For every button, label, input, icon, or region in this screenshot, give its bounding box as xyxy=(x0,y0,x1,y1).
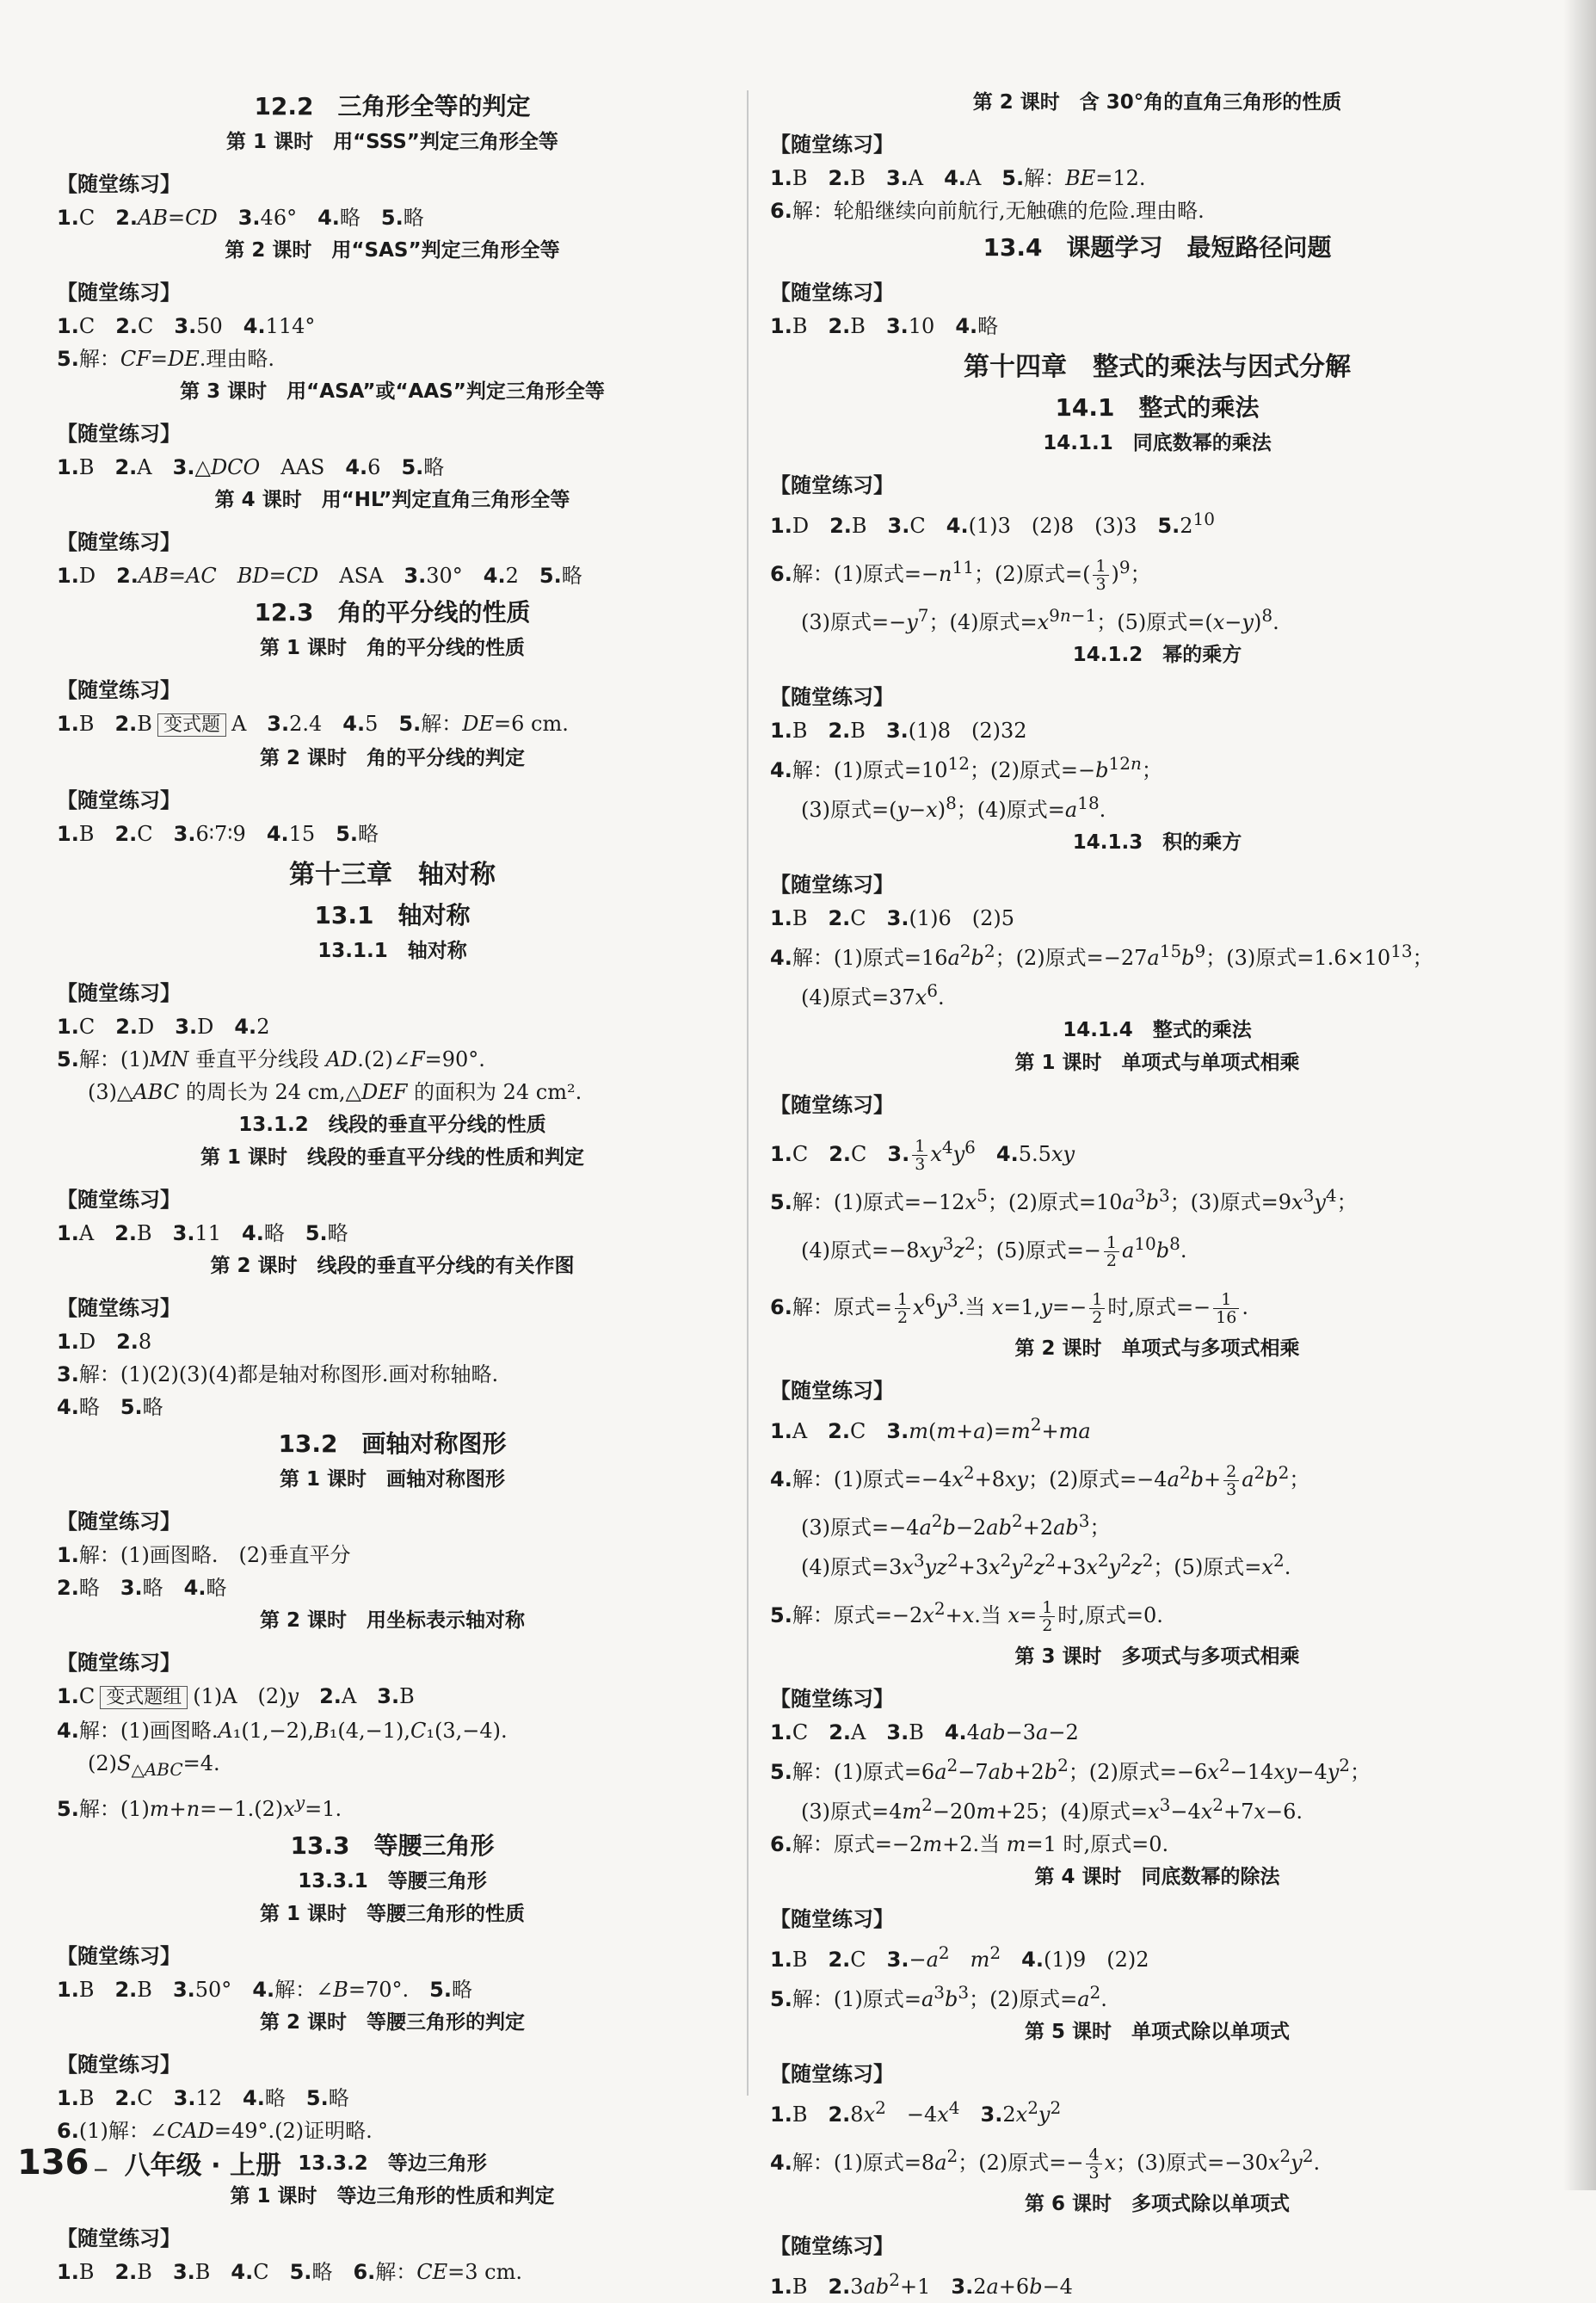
grade-label: 八年级 · 上册 xyxy=(124,2151,281,2181)
answer-line: 1.B 2.B 3.A 4.A 5.解：BE=12. xyxy=(770,166,1146,190)
lesson-title: 第 2 课时 用“SAS”判定三角形全等 xyxy=(225,239,560,262)
page-footer xyxy=(17,2143,281,2183)
column-divider xyxy=(747,90,749,2096)
answer-line: 4.解：(1)原式$=-4x^2+8xy$；(2)原式$=-4a^2b+$ $\frac{2}{3}$ $a^2b^2$； xyxy=(770,1462,1310,1499)
answer-line: 3.解：(1)(2)(3)(4)都是轴对称图形.画对称轴略. xyxy=(57,1362,499,1386)
lesson-title: 第 1 课时 等边三角形的性质和判定 xyxy=(230,2184,555,2207)
answer-line: 1.B $2.3ab^2+1$ 3.2a+6b−4 xyxy=(770,2269,1073,2299)
answer-line: 1.解：(1)画图略. (2)垂直平分 xyxy=(57,1543,351,1567)
answer-line: 1.B 2.C $3.-a^2$ $m^2$ 4.(1)9 (2)2 xyxy=(770,1942,1149,1972)
answer-line: 1.D 2.8 xyxy=(57,1330,152,1354)
lesson-title: 第 2 课时 等腰三角形的判定 xyxy=(259,2010,526,2034)
answer-line: 5.解：$(1)m+n=-1.(2)x^y=1$. xyxy=(57,1791,342,1821)
answer-line: 5.解：(1)MN 垂直平分线段 AD.(2)∠F=90°. xyxy=(57,1047,485,1071)
fraction: $\frac{1}{16}$ xyxy=(1213,1291,1239,1326)
lesson-title: 13.3.2 等边三角形 xyxy=(298,2152,487,2175)
answer-line: 1.C 2.D 3.D 4.2 xyxy=(57,1015,270,1039)
answer-line: 1.B 2.B 3.B 4.C 5.略 6.解：CE=3 cm. xyxy=(57,2259,522,2284)
footer-dash: — xyxy=(94,2161,113,2177)
section-heading: 13.4 课题学习 最短路径问题 xyxy=(983,233,1332,262)
practice-label: 【随堂练习】 xyxy=(770,473,894,497)
practice-label: 【随堂练习】 xyxy=(57,172,181,196)
practice-label: 【随堂练习】 xyxy=(57,2052,181,2077)
answer-line: (3)△ABC 的周长为 24 cm,△DEF 的面积为 24 cm². xyxy=(88,1080,582,1104)
answer-line: 1.B $2.8x^2$ $-4x^4$ $3.2x^2y^2$ xyxy=(770,2097,1062,2127)
answer-line: 1.B 2.C 3.(1)6 (2)5 xyxy=(770,906,1015,930)
answer-line: (3)原式$=4m^2-20m+25$；(4)原式$=x^3-4x^2+7x-6$. xyxy=(801,1794,1303,1824)
variant-tag: 变式题组 xyxy=(100,1686,188,1709)
practice-label: 【随堂练习】 xyxy=(57,1943,181,1968)
practice-label: 【随堂练习】 xyxy=(57,678,181,702)
practice-label: 【随堂练习】 xyxy=(770,281,894,305)
lesson-title: 第 4 课时 同底数幂的除法 xyxy=(1034,1866,1280,1888)
lesson-title: 第 2 课时 角的平分线的判定 xyxy=(259,747,526,769)
practice-label: 【随堂练习】 xyxy=(770,133,894,157)
page-edge-shadow xyxy=(1563,0,1596,2190)
fraction: $\frac{1}{2}$ xyxy=(1104,1234,1119,1269)
section-heading: 12.3 角的平分线的性质 xyxy=(254,598,531,627)
fraction: $\frac{1}{2}$ xyxy=(1039,1599,1055,1634)
lesson-title: 第 1 课时 角的平分线的性质 xyxy=(259,637,526,659)
practice-label: 【随堂练习】 xyxy=(57,281,181,305)
practice-label: 【随堂练习】 xyxy=(770,2234,894,2258)
practice-label: 【随堂练习】 xyxy=(770,1907,894,1931)
lesson-title: 第 3 课时 多项式与多项式相乘 xyxy=(1014,1645,1300,1668)
answer-line: 6.解：原式=−2m+2.当 m=1 时,原式=0. xyxy=(770,1832,1169,1856)
lesson-title: 第 2 课时 用坐标表示轴对称 xyxy=(259,1609,526,1632)
answer-line: 4.解：(1)原式$=10^{12}$；(2)原式$=-b^{12n}$； xyxy=(770,753,1162,782)
practice-label: 【随堂练习】 xyxy=(57,981,181,1005)
lesson-title: 第 2 课时 线段的垂直平分线的有关作图 xyxy=(210,1255,575,1277)
lesson-title: 14.1.4 整式的乘法 xyxy=(1063,1019,1252,1041)
lesson-title: 第 5 课时 单项式除以单项式 xyxy=(1024,2021,1291,2043)
fraction: $\frac{1}{3}$ xyxy=(1093,558,1108,593)
answer-line: 1.B 2.C 3.6∶7∶9 4.15 5.略 xyxy=(57,822,379,846)
answer-line: 6.解：轮船继续向前航行,无触礁的危险.理由略. xyxy=(770,199,1205,223)
answer-line: 5.解：(1)原式$=6a^2-7ab+2b^2$；(2)原式$=-6x^2-14xy-4y^2$； xyxy=(770,1755,1371,1784)
practice-label: 【随堂练习】 xyxy=(57,1651,181,1675)
answer-line: 1.C 变式题组 (1)A (2)y 2.A 3.B xyxy=(57,1684,415,1708)
page-number: 136 xyxy=(17,2143,89,2183)
answer-line: 1.B 2.C 3.12 4.略 5.略 xyxy=(57,2085,349,2110)
lesson-title: 第 4 课时 用“HL”判定直角三角形全等 xyxy=(214,489,570,511)
answer-line: 1.D 2.AB=AC BD=CD ASA 3.30° 4.2 5.略 xyxy=(57,564,582,588)
answer-line: (4)原式$=-8xy^3z^2$；(5)原式=− $\frac{1}{2}$ $a^{10}b^8$. xyxy=(801,1233,1187,1270)
section-heading: 12.2 三角形全等的判定 xyxy=(254,92,531,120)
answer-line: 1.B 2.A 3.△DCO AAS 4.6 5.略 xyxy=(57,455,445,479)
answer-line: 1.A 2.C $3.m(m+a)=m^2+ma$ xyxy=(770,1414,1091,1443)
answer-line: 4.略 5.略 xyxy=(57,1395,163,1419)
answer-line: 6.解：原式= $\frac{1}{2}$ $x^6y^3$.当 x=1,y=− $\frac{1}{2}$ 时,原式=− $\frac{1}{16}$ . xyxy=(770,1290,1248,1327)
lesson-title: 14.1.2 幂的乘方 xyxy=(1072,644,1242,666)
practice-label: 【随堂练习】 xyxy=(57,530,181,554)
practice-label: 【随堂练习】 xyxy=(770,685,894,709)
answer-line: 4.解：(1)原式$=16a^2b^2$；(2)原式$=-27a^{15}b^9$；(3)原式$=1.6\times 10^{13}$； xyxy=(770,941,1433,970)
answer-line: (4)原式$=3x^3yz^2+3x^2y^2z^2+3x^2y^2z^2$；(5)原式$=x^2$. xyxy=(801,1550,1291,1579)
answer-line: 1.B 2.B 3.(1)8 (2)32 xyxy=(770,719,1027,743)
answer-line: 4.解：(1)画图略.A₁(1,−2),B₁(4,−1),C₁(3,−4). xyxy=(57,1719,508,1743)
fraction: $\frac{1}{2}$ xyxy=(895,1291,910,1326)
answer-line: (3)原式$=-4a^2b-2ab^2+2ab^3$； xyxy=(801,1510,1111,1540)
section-heading: 13.2 画轴对称图形 xyxy=(278,1429,507,1458)
lesson-title: 第 1 课时 画轴对称图形 xyxy=(279,1468,506,1491)
answer-line: 1.C 2.C 3. $\frac{1}{3}$ $x^4y^6$ 4.5.5xy xyxy=(770,1137,1075,1174)
practice-label: 【随堂练习】 xyxy=(770,1687,894,1711)
answer-line: 1.C 2.A 3.B 4.4ab−3a−2 xyxy=(770,1720,1079,1744)
section-heading: 14.1 整式的乘法 xyxy=(1055,393,1260,422)
lesson-title: 14.1.3 积的乘方 xyxy=(1072,831,1242,854)
answer-line: 2.略 3.略 4.略 xyxy=(57,1576,227,1600)
section-heading: 13.1 轴对称 xyxy=(314,901,471,929)
answer-line: $(2)S_{\triangle ABC}=4$. xyxy=(88,1751,220,1780)
answer-line: (3)原式$=(y-x)^8$；(4)原式$=a^{18}$. xyxy=(801,793,1106,822)
answer-line: 5.解：(1)原式$=a^3b^3$；(2)原式$=a^2$. xyxy=(770,1982,1107,2011)
lesson-title: 第 6 课时 多项式除以单项式 xyxy=(1024,2193,1291,2215)
answer-line: 1.C 2.C 3.50 4.114° xyxy=(57,314,316,338)
answer-line: 5.解：(1)原式$=-12x^5$；(2)原式$=10a^3b^3$；(3)原式$=9x^3y^4$； xyxy=(770,1185,1358,1214)
answer-line: 1.A 2.B 3.11 4.略 5.略 xyxy=(57,1221,348,1245)
practice-label: 【随堂练习】 xyxy=(57,788,181,812)
answer-line: (3)原式$=-y^7$；(4)原式$=x^{9n-1}$；(5)原式$=(x-y)^8$. xyxy=(801,605,1279,634)
answer-line: 5.解：CF=DE.理由略. xyxy=(57,347,274,371)
answer-line: 1.B 2.B 变式题 A 3.2.4 4.5 5.解：DE=6 cm. xyxy=(57,712,569,736)
lesson-title: 第 1 课时 线段的垂直平分线的性质和判定 xyxy=(200,1146,585,1169)
practice-label: 【随堂练习】 xyxy=(57,2226,181,2251)
practice-label: 【随堂练习】 xyxy=(770,873,894,897)
practice-label: 【随堂练习】 xyxy=(770,1093,894,1117)
lesson-title: 14.1.1 同底数幂的乘法 xyxy=(1043,432,1272,454)
lesson-title: 13.1.1 轴对称 xyxy=(317,940,467,962)
left-column xyxy=(57,86,728,2288)
fraction: $\frac{1}{2}$ xyxy=(1089,1291,1105,1326)
lesson-title: 13.3.1 等腰三角形 xyxy=(298,1869,487,1892)
fraction: $\frac{1}{3}$ xyxy=(912,1138,927,1173)
lesson-title: 第 2 课时 含 30°角的直角三角形的性质 xyxy=(972,91,1342,114)
fraction: $\frac{4}{3}$ xyxy=(1086,2146,1101,2182)
answer-line: 1.D 2.B 3.C 4.(1)3 (2)8 (3)3 $5.2^{10}$ xyxy=(770,509,1215,538)
chapter-title: 第十三章 轴对称 xyxy=(289,860,496,890)
chapter-title: 第十四章 整式的乘法与因式分解 xyxy=(964,352,1351,382)
section-heading: 13.3 等腰三角形 xyxy=(290,1831,495,1860)
right-column xyxy=(770,86,1544,2303)
answer-line: 4.解：(1)原式$=8a^2$；(2)原式=− $\frac{4}{3}$ x；(3)原式$=-30x^2y^2$. xyxy=(770,2146,1321,2183)
lesson-title: 第 1 课时 等腰三角形的性质 xyxy=(259,1902,526,1925)
answer-line: 1.B 2.B 3.50° 4.解：∠B=70°. 5.略 xyxy=(57,1977,472,2002)
lesson-title: 第 1 课时 单项式与单项式相乘 xyxy=(1014,1052,1300,1074)
lesson-title: 第 1 课时 用“SSS”判定三角形全等 xyxy=(226,131,558,153)
answer-line: 1.C 2.AB=CD 3.46° 4.略 5.略 xyxy=(57,206,424,230)
answer-line: 6.(1)解：∠CAD=49°.(2)证明略. xyxy=(57,2118,373,2143)
practice-label: 【随堂练习】 xyxy=(57,422,181,446)
practice-label: 【随堂练习】 xyxy=(770,2062,894,2086)
answer-line: 1.B 2.B 3.10 4.略 xyxy=(770,314,999,338)
variant-tag: 变式题 xyxy=(157,713,226,737)
fraction: $\frac{2}{3}$ xyxy=(1223,1463,1239,1498)
answer-line: 5.解：原式$=-2x^2+x$.当 x= $\frac{1}{2}$ 时,原式=0. xyxy=(770,1598,1163,1635)
practice-label: 【随堂练习】 xyxy=(57,1188,181,1212)
lesson-title: 第 3 课时 用“ASA”或“AAS”判定三角形全等 xyxy=(180,380,605,403)
answer-line: (4)原式$=37x^6$. xyxy=(801,980,945,1009)
practice-label: 【随堂练习】 xyxy=(770,1379,894,1403)
lesson-title: 第 2 课时 单项式与多项式相乘 xyxy=(1014,1337,1300,1360)
answer-line: 6.解：(1)原式$=-n^{11}$；(2)原式=( $\frac{1}{3}$ )$^9$； xyxy=(770,557,1151,594)
practice-label: 【随堂练习】 xyxy=(57,1510,181,1534)
practice-label: 【随堂练习】 xyxy=(57,1296,181,1320)
lesson-title: 13.1.2 线段的垂直平分线的性质 xyxy=(238,1114,546,1136)
